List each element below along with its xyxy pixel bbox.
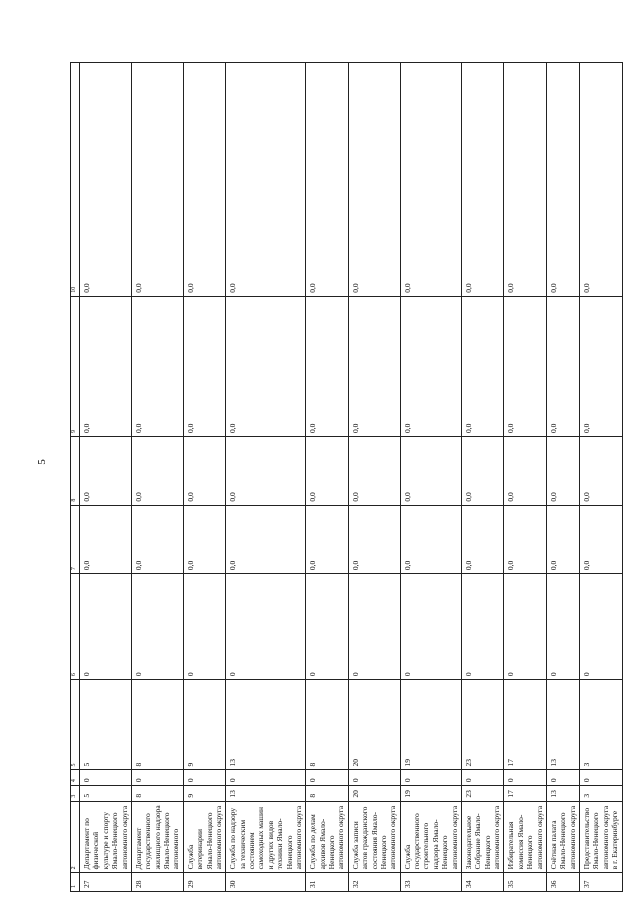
value-cell: 0,0 <box>461 296 504 436</box>
value-cell: 0,0 <box>580 437 623 506</box>
value-cell: 0 <box>400 770 461 786</box>
value-cell: 0,0 <box>131 505 183 574</box>
value-cell: 0,0 <box>504 296 547 436</box>
value-cell: 0,0 <box>461 505 504 574</box>
value-cell: 0,0 <box>348 505 400 574</box>
value-cell: 13 <box>226 680 306 770</box>
value-cell: 0,0 <box>546 437 579 506</box>
value-cell: 0,0 <box>461 437 504 506</box>
value-cell: 0 <box>226 574 306 680</box>
value-cell: 0 <box>461 574 504 680</box>
table-row <box>306 63 349 892</box>
value-cell: 8 <box>131 786 183 802</box>
value-cell: 0 <box>400 574 461 680</box>
value-cell: 0,0 <box>348 437 400 506</box>
organization-name-cell: Служба по делам архивов Ямало-Ненецкого автономного округа <box>306 801 349 873</box>
column-header: 3 <box>71 786 80 802</box>
column-header: 6 <box>71 574 80 680</box>
value-cell: 20 <box>348 786 400 802</box>
value-cell: 0,0 <box>226 63 306 297</box>
value-cell: 8 <box>306 680 349 770</box>
value-cell: 0,0 <box>580 505 623 574</box>
row-number-cell: 30 <box>226 873 306 892</box>
page-number: 5 <box>36 459 48 465</box>
value-cell: 23 <box>461 786 504 802</box>
value-cell: 0,0 <box>400 63 461 297</box>
column-header: 8 <box>71 437 80 506</box>
value-cell: 0,0 <box>226 505 306 574</box>
table-row <box>546 63 579 892</box>
value-cell: 0,0 <box>306 505 349 574</box>
value-cell: 9 <box>183 786 226 802</box>
row-number-cell: 31 <box>306 873 349 892</box>
value-cell: 0,0 <box>546 505 579 574</box>
table-row <box>504 63 547 892</box>
value-cell: 0 <box>348 770 400 786</box>
table-row <box>80 63 132 892</box>
table-row <box>400 63 461 892</box>
value-cell: 0,0 <box>80 63 132 297</box>
value-cell: 0,0 <box>80 505 132 574</box>
column-header: 5 <box>71 680 80 770</box>
value-cell: 5 <box>80 680 132 770</box>
data-table <box>70 62 623 892</box>
value-cell: 0 <box>80 770 132 786</box>
row-number-cell: 34 <box>461 873 504 892</box>
value-cell: 13 <box>226 786 306 802</box>
row-number-cell: 35 <box>504 873 547 892</box>
value-cell: 0 <box>306 574 349 680</box>
value-cell: 0,0 <box>306 437 349 506</box>
value-cell: 0 <box>546 574 579 680</box>
value-cell: 0,0 <box>131 437 183 506</box>
value-cell: 0 <box>183 770 226 786</box>
value-cell: 0 <box>580 770 623 786</box>
value-cell: 0,0 <box>183 505 226 574</box>
value-cell: 0,0 <box>226 437 306 506</box>
value-cell: 0 <box>80 574 132 680</box>
value-cell: 17 <box>504 680 547 770</box>
value-cell: 0,0 <box>80 296 132 436</box>
row-number-cell: 37 <box>580 873 623 892</box>
value-cell: 0,0 <box>400 437 461 506</box>
value-cell: 5 <box>80 786 132 802</box>
table-body <box>80 63 623 892</box>
value-cell: 19 <box>400 680 461 770</box>
value-cell: 3 <box>580 786 623 802</box>
row-number-cell: 32 <box>348 873 400 892</box>
value-cell: 0,0 <box>580 296 623 436</box>
value-cell: 0,0 <box>504 505 547 574</box>
table-row <box>131 63 183 892</box>
value-cell: 0,0 <box>400 296 461 436</box>
header-row <box>71 63 80 892</box>
value-cell: 19 <box>400 786 461 802</box>
column-header: 4 <box>71 770 80 786</box>
organization-name-cell: Избирательная комиссия Ямало-Ненецкого автономного округа <box>504 801 547 873</box>
value-cell: 0,0 <box>306 296 349 436</box>
value-cell: 13 <box>546 786 579 802</box>
organization-name-cell: Департамент государственного жилищного надзора Ямало-Ненецкого автономного <box>131 801 183 873</box>
row-number-cell: 28 <box>131 873 183 892</box>
value-cell: 0 <box>348 574 400 680</box>
value-cell: 0 <box>306 770 349 786</box>
value-cell: 0,0 <box>226 296 306 436</box>
organization-name-cell: Представительство Ямало-Ненецкого автономного округа в г. Екатеринбурге <box>580 801 623 873</box>
value-cell: 0,0 <box>183 296 226 436</box>
value-cell: 0,0 <box>400 505 461 574</box>
value-cell: 0,0 <box>461 63 504 297</box>
table-row <box>580 63 623 892</box>
column-header: 2 <box>71 801 80 873</box>
value-cell: 20 <box>348 680 400 770</box>
value-cell: 0,0 <box>580 63 623 297</box>
organization-name-cell: Служба записи актов гражданского состояния Ямало-Ненецкого автономного округа <box>348 801 400 873</box>
value-cell: 0,0 <box>80 437 132 506</box>
column-header: 7 <box>71 505 80 574</box>
column-header: 10 <box>71 63 80 297</box>
value-cell: 0,0 <box>504 437 547 506</box>
value-cell: 0 <box>504 770 547 786</box>
value-cell: 0 <box>183 574 226 680</box>
organization-name-cell: Департамент по физической культуре и спорту Ямало-Ненецкого автономного округа <box>80 801 132 873</box>
value-cell: 0,0 <box>546 296 579 436</box>
value-cell: 17 <box>504 786 547 802</box>
value-cell: 23 <box>461 680 504 770</box>
row-number-cell: 33 <box>400 873 461 892</box>
value-cell: 8 <box>131 680 183 770</box>
organization-name-cell: Служба по надзору за техническим состоянием самоходных машин и других видов техники Ямало-Ненецкого автономного округа <box>226 801 306 873</box>
row-number-cell: 36 <box>546 873 579 892</box>
value-cell: 0 <box>226 770 306 786</box>
value-cell: 0,0 <box>348 296 400 436</box>
value-cell: 0 <box>580 574 623 680</box>
organization-name-cell: Служба государственного строительного надзора Ямало-Ненецкого автономного округа <box>400 801 461 873</box>
value-cell: 0,0 <box>504 63 547 297</box>
value-cell: 0,0 <box>183 63 226 297</box>
value-cell: 0,0 <box>306 63 349 297</box>
rotated-table-page <box>70 62 620 892</box>
value-cell: 3 <box>580 680 623 770</box>
table-row <box>226 63 306 892</box>
organization-name-cell: Законодательное Собрание Ямало-Ненецкого автономного округа <box>461 801 504 873</box>
value-cell: 0,0 <box>131 63 183 297</box>
value-cell: 0 <box>546 770 579 786</box>
value-cell: 0,0 <box>348 63 400 297</box>
value-cell: 0 <box>461 770 504 786</box>
value-cell: 0 <box>131 574 183 680</box>
table-row <box>461 63 504 892</box>
organization-name-cell: Служба ветеринарии Ямало-Ненецкого автономного округа <box>183 801 226 873</box>
column-header: 9 <box>71 296 80 436</box>
table-row <box>183 63 226 892</box>
value-cell: 8 <box>306 786 349 802</box>
value-cell: 13 <box>546 680 579 770</box>
row-number-cell: 27 <box>80 873 132 892</box>
value-cell: 0,0 <box>546 63 579 297</box>
value-cell: 0 <box>504 574 547 680</box>
organization-name-cell: Счётная палата Ямало-Ненецкого автономного округа <box>546 801 579 873</box>
value-cell: 0,0 <box>131 296 183 436</box>
value-cell: 0 <box>131 770 183 786</box>
table-row <box>348 63 400 892</box>
value-cell: 0,0 <box>183 437 226 506</box>
row-number-cell: 29 <box>183 873 226 892</box>
value-cell: 9 <box>183 680 226 770</box>
column-header: 1 <box>71 873 80 892</box>
